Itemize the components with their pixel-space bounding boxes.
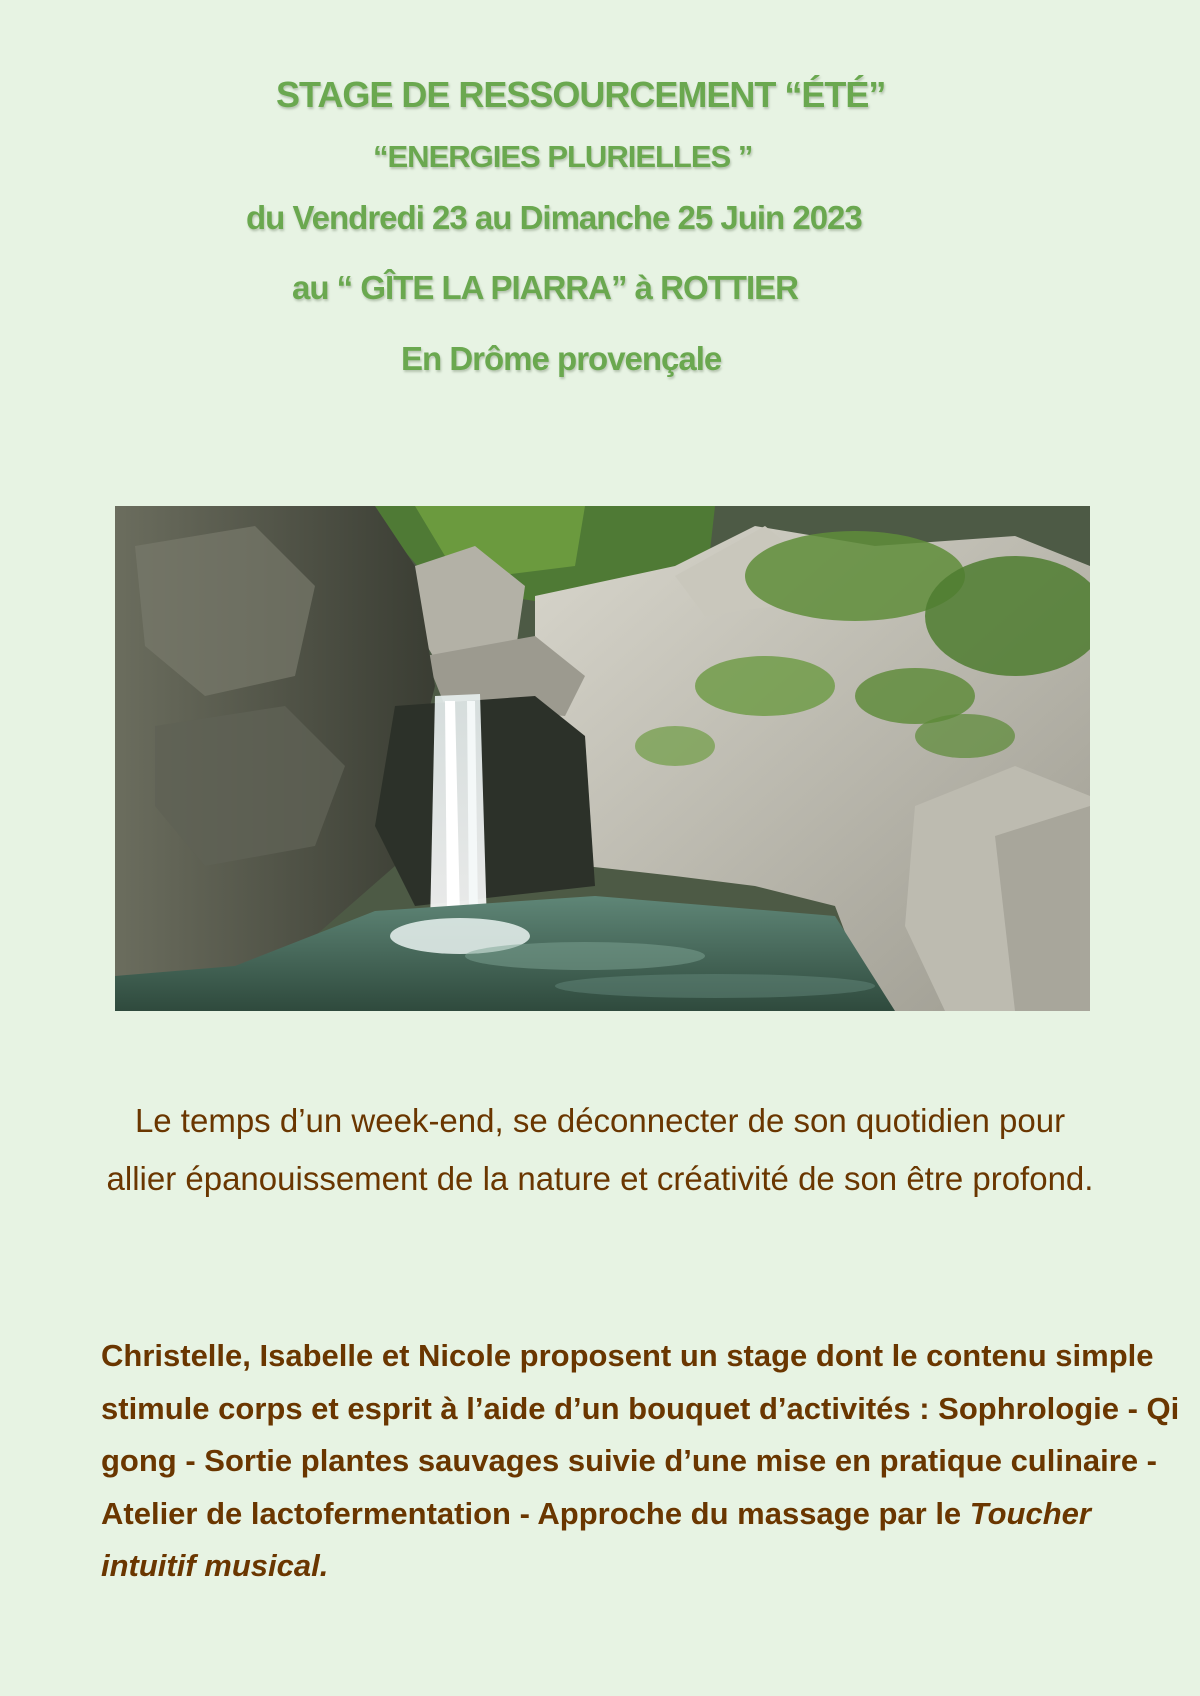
event-title: STAGE DE RESSOURCEMENT “ÉTÉ” [276,74,886,115]
event-dates: du Vendredi 23 au Dimanche 25 Juin 2023 [246,199,862,236]
description-main: Christelle, Isabelle et Nicole proposent un stage dont le contenu simple stimule corps et esprit à l’aide d’un bouquet d’activités : Sophrologie - Qi gong - Sortie plantes sauvages suivie d’une mise en pratique culinaire - Atelier de lactofermentation - Approche du massage par le [101,1338,1180,1531]
event-subtitle: “ENERGIES PLURIELLES ” [373,139,753,174]
description-text [101,1330,1181,1593]
event-venue: au “ GÎTE LA PIARRA” à ROTTIER [292,269,798,306]
waterfall-photo [115,506,1090,1011]
description-emphasis: Toucher intuitif musical. [101,1495,1091,1583]
intro-text: Le temps d’un week-end, se déconnecter de son quotidien pour allier épanouissement de la nature et créativité de son être profond. [106,1102,1094,1197]
event-region: En Drôme provençale [401,340,722,377]
